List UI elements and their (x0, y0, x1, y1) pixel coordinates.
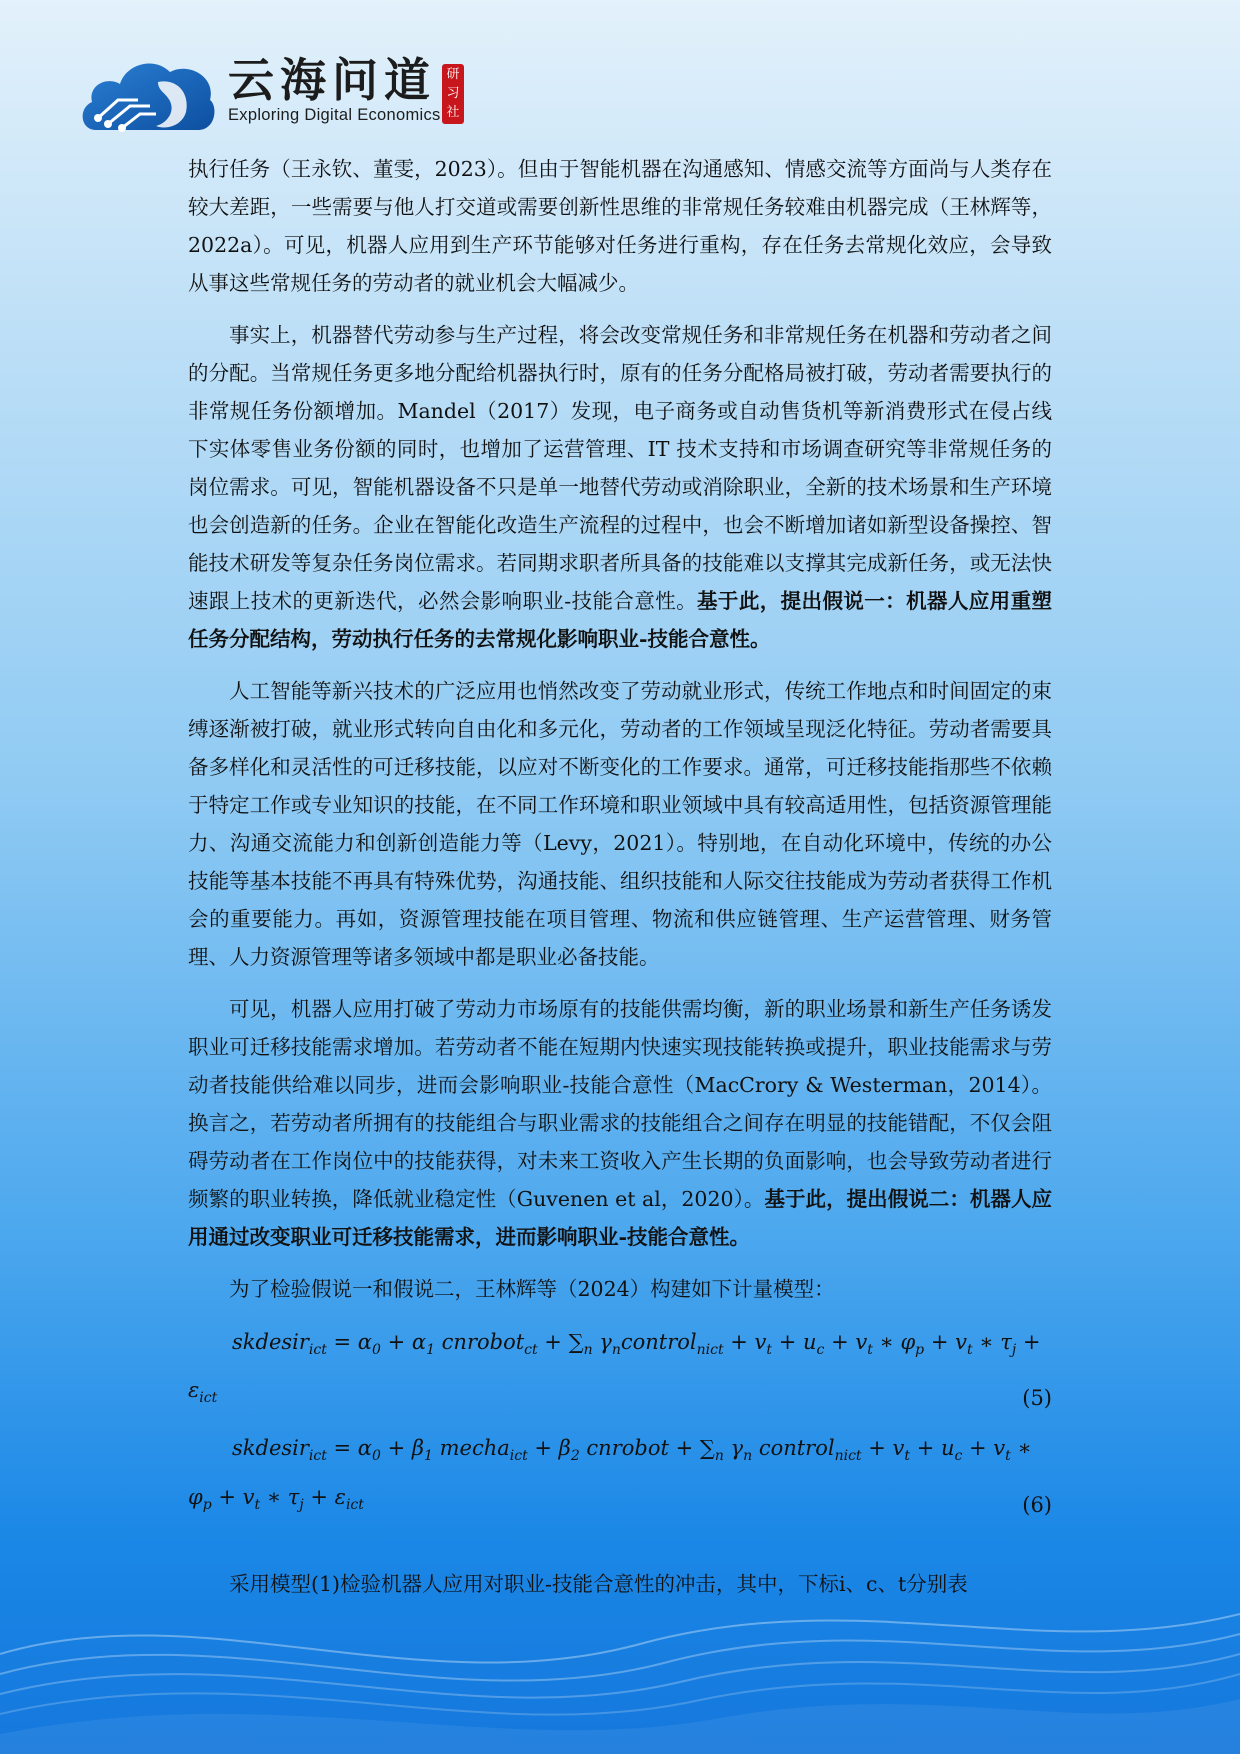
paragraph-3: 人工智能等新兴技术的广泛应用也悄然改变了劳动就业形式，传统工作地点和时间固定的束缚逐渐被打破，就业形式转向自由化和多元化，劳动者的工作领域呈现泛化特征。劳动者需要具备多样化和灵活性的可迁移技能，以应对不断变化的工作要求。通常，可迁移技能指那些不依赖于特定工作或专业知识的技能，在不同工作环境和职业领域中具有较高适用性，包括资源管理能力、沟通交流能力和创新创造能力等（Levy，2021）。特别地，在自动化环境中，传统的办公技能等基本技能不再具有特殊优势，沟通技能、组织技能和人际交往技能成为劳动者获得工作机会的重要能力。再如，资源管理技能在项目管理、物流和供应链管理、生产运营管理、财务管理、人力资源管理等诸多领域中都是职业必备技能。 (188, 679, 1052, 969)
paragraph-4: 可见，机器人应用打破了劳动力市场原有的技能供需均衡，新的职业场景和新生产任务诱发职业可迁移技能需求增加。若劳动者不能在短期内快速实现技能转换或提升，职业技能需求与劳动者技能供给难以同步，进而会影响职业-技能合意性（MacCrory & Westerman，2014）。换言之，若劳动者所拥有的技能组合与职业需求的技能组合之间存在明显的技能错配，不仅会阻碍劳动者在工作岗位中的技能获得，对未来工资收入产生长期的负面影响，也会导致劳动者进行频繁的职业转换，降低就业稳定性（Guvenen et al，2020）。基于此，提出假说二：机器人应用通过改变职业可迁移技能需求，进而影响职业-技能合意性。 (188, 997, 1053, 1249)
equation-number-6: (6) (1022, 1492, 1052, 1517)
cloud-circuit-icon (78, 42, 218, 138)
brand-logo (78, 42, 478, 138)
hypothesis-1: 基于此，提出假说一：机器人应用重塑任务分配结构，劳动执行任务的去常规化影响职业-技能合意性。 (188, 589, 1052, 651)
paragraph-1: 执行任务（王永钦、董雯，2023）。但由于智能机器在沟通感知、情感交流等方面尚与人类存在较大差距，一些需要与他人打交道或需要创新性思维的非常规任务较难由机器完成（王林辉等，2022a）。可见，机器人应用到生产环节能够对任务进行重构，存在任务去常规化效应，会导致从事这些常规任务的劳动者的就业机会大幅减少。 (188, 157, 1052, 295)
paragraph-5: 为了检验假说一和假说二，王林辉等（2024）构建如下计量模型： (229, 1277, 835, 1301)
paragraph-6: 采用模型(1)检验机器人应用对职业-技能合意性的冲击，其中，下标i、c、t分别表 (229, 1571, 968, 1596)
red-seal-stamp (442, 64, 464, 124)
logo-english-subtitle: Exploring Digital Economics (228, 106, 441, 124)
equation-5: skdesir$_{ict}$ = $\alpha_0 + \alpha_1$ cnrobot$_{ct}$ + $\sum_n$ $\gamma_ncontrol_{nict} + v_t + u_c + v_t$ ∗ $\varphi_p + v_t$ ∗ $\tau_j$ + $\varepsilon_{ict}$ (5) (188, 1322, 1052, 1418)
hypothesis-2: 基于此，提出假说二：机器人应用通过改变职业可迁移技能需求，进而影响职业-技能合意性。 (188, 1187, 1053, 1249)
logo-chinese-title: 云海问道 (228, 53, 436, 107)
seal-text: 研习社 (446, 67, 460, 120)
equation-6: skdesir$_{ict}$ = $\alpha_0 + \beta_1$ mecha$_{ict}$ + $\beta_2$ cnrobot + $\sum_n$ $\gamma_n$ control$_{nict}$ + $v_t + u_c + v_t$ ∗ $\varphi_p + v_t$ ∗ $\tau_j + \varepsilon_{ict}$ (6) (188, 1428, 1052, 1524)
paragraph-2: 事实上，机器替代劳动参与生产过程，将会改变常规任务和非常规任务在机器和劳动者之间的分配。当常规任务更多地分配给机器执行时，原有的任务分配格局被打破，劳动者需要执行的非常规任务份额增加。Mandel（2017）发现，电子商务或自动售货机等新消费形式在侵占线下实体零售业务份额的同时，也增加了运营管理、IT 技术支持和市场调查研究等非常规任务的岗位需求。可见，智能机器设备不只是单一地替代劳动或消除职业，全新的技术场景和生产环境也会创造新的任务。企业在智能化改造生产流程的过程中，也会不断增加诸如新型设备操控、智能技术研发等复杂任务岗位需求。若同期求职者所具备的技能难以支撑其完成新任务，或无法快速跟上技术的更新迭代，必然会影响职业-技能合意性。基于此，提出假说一：机器人应用重塑任务分配结构，劳动执行任务的去常规化影响职业-技能合意性。 (188, 323, 1052, 651)
equation-number-5: (5) (1022, 1386, 1052, 1411)
document-body (188, 150, 1052, 1617)
